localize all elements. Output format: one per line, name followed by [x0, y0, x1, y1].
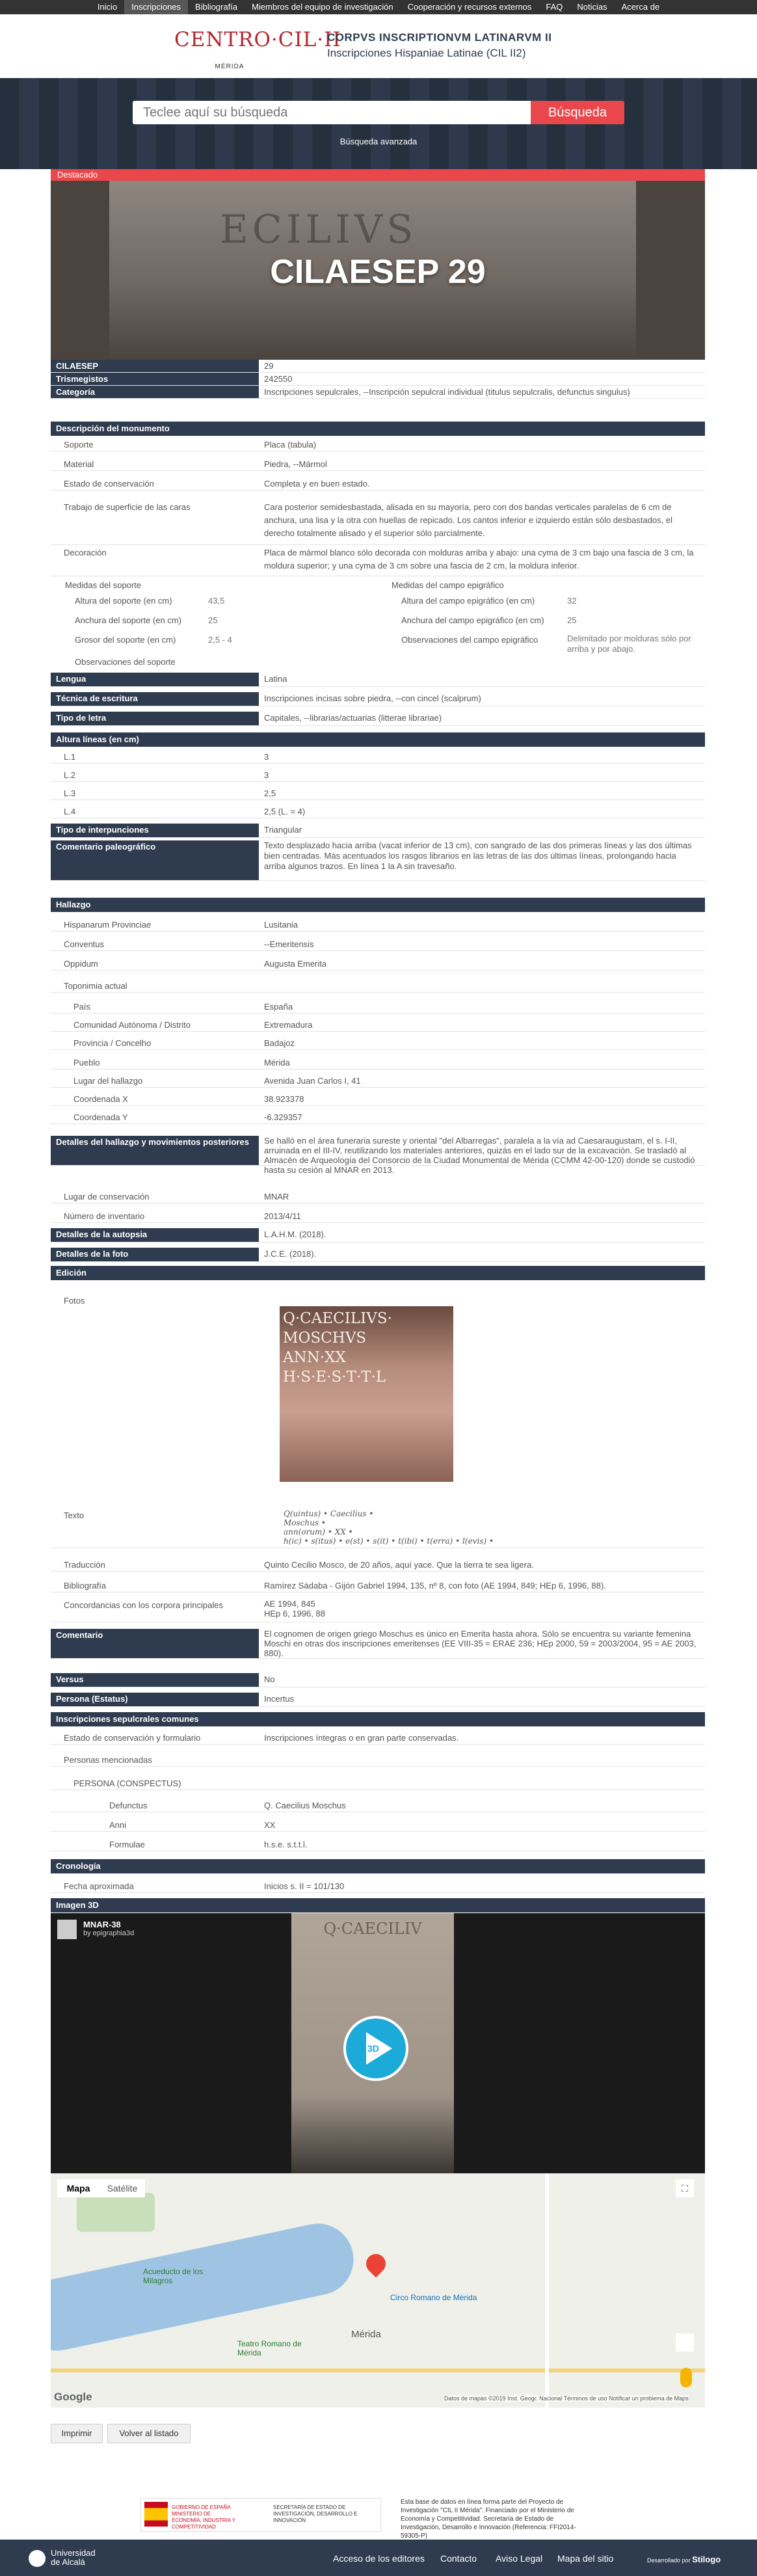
- map-credits[interactable]: Datos de mapas ©2019 Inst. Geogr. Nacional Términos de uso Notificar un problema de Maps: [444, 2395, 689, 2402]
- row-value: Inscripciones íntegras o en gran parte conservadas.: [264, 1733, 459, 1743]
- grosor-soporte-value: 2,5 - 4: [208, 635, 232, 645]
- viewer-model-name[interactable]: MNAR-38: [83, 1920, 121, 1929]
- section-title: Hallazgo: [56, 900, 91, 909]
- row-estado: [51, 477, 705, 490]
- row-oppidum: [51, 958, 705, 971]
- edition-line: Q(uintus) • Caecilius •: [284, 1509, 374, 1518]
- section-title: Inscripciones sepulcrales comunes: [56, 1714, 199, 1724]
- concordancia-ae: AE 1994, 845: [264, 1599, 315, 1609]
- banner-stone-letters: ECILIVS: [220, 207, 418, 252]
- row-anni: [51, 1819, 705, 1832]
- advanced-search-link[interactable]: Búsqueda avanzada: [339, 137, 418, 146]
- nav-noticias[interactable]: Noticias: [577, 2, 607, 12]
- section-edicion: [51, 1266, 705, 1280]
- row-conventus: [51, 938, 705, 951]
- row-value: 29: [264, 361, 274, 371]
- row-value: Inscripciones incisas sobre piedra, --con cincel (scalprum): [264, 693, 481, 703]
- row-label: Tipo de interpunciones: [51, 824, 259, 837]
- row-label: Persona (Estatus): [51, 1693, 259, 1706]
- photo-line: Q·CAECILIVS·: [283, 1310, 392, 1327]
- row-value: Texto desplazado hacia arriba (vacat inferior de 13 cm), con sangrado de las dos primeras líneas y las dos últimas bien centradas. Más acentuados los rasgos librarios en las letras de las dos últimas líneas, prolongando hacia arriba algunos trazos. En línea 1 la A sin travesaño.: [264, 840, 692, 871]
- row-value: --Emeritensis: [264, 939, 314, 949]
- row-label: Provincia / Concelho: [73, 1038, 152, 1048]
- altura-campo-label: Altura del campo epigráfico (en cm): [401, 596, 535, 606]
- map-place-circo[interactable]: Circo Romano de Mérida: [390, 2293, 477, 2302]
- row-label: Personas mencionadas: [64, 1755, 152, 1765]
- row-value: Placa de mármol blanco sólo decorada con molduras arriba y abajo: una cyma de 3 cm bajo una fascia de 3 cm, la moldura superior; y una cyma de 3 cm sobre una fascia de 2 cm, la moldura inferior.: [264, 548, 694, 570]
- row-tipo-letra: [51, 712, 705, 726]
- row-label: País: [73, 1002, 91, 1012]
- row-material: [51, 458, 705, 471]
- spain-coat-of-arms-icon: [144, 2502, 168, 2527]
- row-value: Completa y en buen estado.: [264, 479, 370, 489]
- edition-line: h(ic) • s(itus) • e(st) • s(it) • t(ibi) • t(erra) • l(evis) •: [284, 1536, 494, 1546]
- row-label: Tipo de letra: [51, 712, 259, 725]
- section-descripcion: [51, 422, 705, 436]
- nav-bibliografia[interactable]: Bibliografía: [195, 2, 238, 12]
- row-lugar-conservacion: [51, 1190, 705, 1203]
- medidas-campo-title: Medidas del campo epigráfico: [392, 580, 504, 590]
- row-decoracion: [51, 546, 705, 576]
- row-personas: [51, 1754, 705, 1767]
- row-versus: [51, 1673, 705, 1687]
- row-autopsia: [51, 1228, 705, 1242]
- row-persona-conspectus: [51, 1777, 705, 1790]
- row-label: CILAESEP: [51, 360, 259, 372]
- map-road: [545, 2173, 549, 2408]
- row-value: Placa (tabula): [264, 440, 317, 449]
- row-label: Comentario: [51, 1629, 259, 1658]
- anchura-soporte-label: Anchura del soporte (en cm): [75, 615, 182, 625]
- row-label: Técnica de escritura: [51, 692, 259, 706]
- row-trismegistos: [51, 373, 705, 386]
- row-value: Avenida Juan Carlos I, 41: [264, 1076, 361, 1086]
- map-park: [77, 2193, 155, 2232]
- brand-subtitle: Inscripciones Hispaniae Latinae (CIL II2): [327, 47, 526, 59]
- row-pais: [51, 1000, 705, 1013]
- featured-label: Destacado: [51, 169, 705, 181]
- row-label: Lugar del hallazgo: [73, 1076, 143, 1086]
- google-logo: Google: [54, 2391, 92, 2403]
- row-label: Texto: [64, 1510, 85, 1520]
- row-value: 2,5 (L. = 4): [264, 807, 306, 816]
- row-label: L.3: [64, 788, 76, 798]
- obs-campo-value: Delimitado por molduras sólo por arriba y por abajo.: [567, 634, 691, 654]
- row-value: XX: [264, 1820, 276, 1830]
- viewer-3d[interactable]: [51, 1913, 705, 2173]
- row-value: Lusitania: [264, 920, 299, 930]
- row-value: Q. Caecilius Moschus: [264, 1801, 346, 1810]
- edition-line: ann(orum) • XX •: [284, 1527, 353, 1536]
- row-provincia: [51, 1037, 705, 1050]
- row-fotos: [51, 1295, 705, 1308]
- search-input[interactable]: [133, 101, 531, 124]
- row-l4: [51, 805, 705, 818]
- section-sepulcrales: [51, 1712, 705, 1726]
- row-value: Incertus: [264, 1694, 295, 1704]
- row-label: Decoración: [64, 548, 107, 557]
- row-label: Anni: [109, 1820, 127, 1830]
- row-value: Mérida: [264, 1058, 290, 1067]
- row-label: Bibliografía: [64, 1581, 107, 1590]
- location-map[interactable]: [51, 2173, 705, 2408]
- row-value: Triangular: [264, 825, 302, 835]
- uah-logo-icon[interactable]: [29, 2550, 46, 2567]
- row-l2: [51, 769, 705, 782]
- map-tab-mapa[interactable]: Mapa: [57, 2179, 100, 2197]
- row-label: Comunidad Autónoma / Distrito: [73, 1020, 191, 1030]
- edition-line: Moschus •: [284, 1518, 326, 1527]
- inscription-banner: [51, 181, 705, 360]
- row-toponimia: [51, 980, 705, 993]
- anchura-campo-label: Anchura del campo epigráfico (en cm): [401, 615, 544, 625]
- uah-name[interactable]: Universidad de Alcalá: [51, 2548, 96, 2567]
- section-title: Imagen 3D: [56, 1900, 99, 1910]
- viewer-author[interactable]: by epigraphia3d: [83, 1929, 135, 1937]
- row-label: Coordenada Y: [73, 1112, 128, 1122]
- row-label: L.2: [64, 770, 76, 780]
- altura-soporte-value: 43,5: [208, 596, 225, 606]
- brand-title: CORPVS INSCRIPTIONVM LATINARVM II: [327, 31, 552, 44]
- row-value: L.A.H.M. (2018).: [264, 1229, 326, 1239]
- row-label: Comentario paleográfico: [51, 840, 259, 880]
- play-3d-label: 3D: [367, 2043, 379, 2054]
- section-cronologia: [51, 1859, 705, 1873]
- row-label: Detalles de la autopsia: [51, 1228, 259, 1242]
- map-zoom-control[interactable]: [676, 2333, 694, 2352]
- row-value: 38.923378: [264, 1094, 304, 1104]
- row-label: Concordancias con los corpora principales: [64, 1600, 223, 1610]
- row-persona-estatus: [51, 1693, 705, 1707]
- row-foto: [51, 1248, 705, 1262]
- row-value: 2013/4/11: [264, 1211, 301, 1221]
- row-l1: [51, 751, 705, 764]
- anchura-soporte-value: 25: [208, 615, 218, 625]
- row-label: Versus: [51, 1673, 259, 1687]
- site-logo-city: MÉRIDA: [215, 63, 245, 70]
- inscription-photo-text: [283, 1309, 453, 1387]
- row-defunctus: [51, 1799, 705, 1812]
- altura-campo-value: 32: [567, 596, 577, 606]
- row-value: h.s.e. s.t.t.l.: [264, 1840, 308, 1849]
- section-hallazgo: [51, 898, 705, 912]
- row-value: Cara posterior semidesbastada, alisada en su mayoría, pero con dos bandas verticales paralelas de 6 cm de anchura, una lisa y la otra con huellas de repicado. Los cantos inferior e izquierdo están sólo desbastados, el derecho totalmente alisado y el superior sólo parcialmente.: [264, 502, 672, 538]
- row-label: L.4: [64, 807, 76, 816]
- row-value: Extremadura: [264, 1020, 313, 1030]
- altura-soporte-label: Altura del soporte (en cm): [75, 596, 172, 606]
- row-inventario: [51, 1210, 705, 1223]
- row-label: Conventus: [64, 939, 105, 949]
- row-label: Coordenada X: [73, 1094, 128, 1104]
- footer-link-editores[interactable]: Acceso de los editores: [333, 2553, 425, 2564]
- footer-link-contacto[interactable]: Contacto: [440, 2553, 477, 2564]
- row-label: Estado de conservación: [64, 479, 154, 489]
- secretaria-name: SECRETARÍA DE ESTADO DE INVESTIGACIÓN, DESARROLLO E INNOVACIÓN: [273, 2504, 358, 2523]
- section-imagen3d: [51, 1898, 705, 1912]
- row-label: Defunctus: [109, 1801, 148, 1810]
- row-lengua: [51, 673, 705, 687]
- row-value: Quinto Cecilio Mosco, de 20 años, aquí yace. Que la tierra te sea ligera.: [264, 1560, 534, 1570]
- row-detalles-hallazgo: [51, 1136, 705, 1175]
- row-hisp: [51, 919, 705, 932]
- concordancia-hep: HEp 6, 1996, 88: [264, 1609, 325, 1618]
- row-value: Capitales, --librarias/actuarias (litterae librariae): [264, 713, 442, 723]
- footer-link-mapa[interactable]: Mapa del sitio: [557, 2553, 614, 2564]
- row-value: Badajoz: [264, 1038, 295, 1048]
- map-river: [51, 2217, 360, 2357]
- row-coordx: [51, 1093, 705, 1106]
- row-formulae: [51, 1838, 705, 1851]
- row-value: Se halló en el área funeraria sureste y oriental "del Albarregas", paralela a la vía ad Caesaraugustam, el s. I-II, arruinada en el III-IV, reutilizando los materiales anteriores, quizás en el lado sur de la excavación. Se trasladó al Almacén de Arqueología del Consorcio de la Ciudad Monumental de Mérida (CCMM 42-00-120) donde se custodió hasta su cesión al MNAR en 2013.: [264, 1136, 695, 1175]
- back-to-list-button[interactable]: Volver al listado: [107, 2424, 191, 2443]
- top-navigation: [0, 0, 757, 14]
- fullscreen-icon[interactable]: ⛶: [676, 2179, 694, 2197]
- row-label: Estado de conservación y formulario: [64, 1733, 201, 1743]
- search-button[interactable]: Búsqueda: [531, 101, 624, 124]
- row-label: L.1: [64, 752, 76, 762]
- footer-link-aviso[interactable]: Aviso Legal: [496, 2553, 543, 2564]
- viewer-stone-text: Q·CAECILIV: [323, 1920, 422, 1938]
- map-tab-satelite[interactable]: Satélite: [100, 2179, 145, 2197]
- row-value: J.C.E. (2018).: [264, 1249, 317, 1259]
- row-label: Lengua: [51, 673, 259, 686]
- row-value: -6.329357: [264, 1112, 302, 1122]
- row-label: Formulae: [109, 1840, 145, 1849]
- row-l3: [51, 787, 705, 800]
- row-label: Fecha aproximada: [64, 1881, 134, 1891]
- row-value: [264, 1599, 700, 1618]
- row-value: Latina: [264, 674, 287, 684]
- section-title: Cronología: [56, 1861, 101, 1871]
- row-value: El cognomen de origen griego Moschus es único en Emerita hasta ahora. Sólo se encuentra su variante femenina Moschi en otras dos inscripciones emeritenses (EE VIII-35 = ERAE 236; HEp 2000, 59 = 2003/2004, 95 = AE 2003, 880).: [264, 1629, 697, 1658]
- nav-inscripciones[interactable]: Inscripciones: [124, 0, 188, 14]
- row-label: Traducción: [64, 1560, 105, 1570]
- row-value: MNAR: [264, 1192, 289, 1201]
- nav-cooperacion[interactable]: Cooperación y recursos externos: [407, 2, 532, 12]
- row-label: Oppidum: [64, 959, 98, 969]
- row-trabajo: [51, 501, 705, 545]
- row-tecnica: [51, 692, 705, 706]
- obs-campo-label: Observaciones del campo epigráfico: [401, 635, 538, 645]
- developer-credit[interactable]: [647, 2555, 721, 2564]
- row-label: Toponimia actual: [64, 981, 127, 991]
- row-value: España: [264, 1002, 293, 1012]
- row-value: 3: [264, 752, 269, 762]
- section-altura-lineas: [51, 732, 705, 747]
- map-city-label: Mérida: [351, 2329, 381, 2340]
- inscription-title: CILAESEP 29: [270, 253, 486, 291]
- row-label: Lugar de conservación: [64, 1192, 150, 1201]
- print-button[interactable]: Imprimir: [51, 2424, 103, 2443]
- row-interpunciones: [51, 824, 705, 838]
- row-comentario: [51, 1629, 705, 1659]
- medidas-soporte-title: Medidas del soporte: [65, 580, 142, 590]
- row-lugar-hallazgo: [51, 1075, 705, 1088]
- section-title: Descripción del monumento: [56, 423, 170, 433]
- row-value: Augusta Emerita: [264, 959, 327, 969]
- row-label: Detalles del hallazgo y movimientos posteriores: [51, 1136, 259, 1165]
- row-value: 3: [264, 770, 269, 780]
- map-road: [51, 2368, 705, 2372]
- section-title: Altura líneas (en cm): [56, 734, 139, 744]
- section-title: Edición: [56, 1268, 86, 1278]
- row-value[interactable]: 242550: [264, 374, 293, 384]
- row-value: Inscripciones sepulcrales, --Inscripción sepulcral individual (titulus sepulcralis, defunctus singulus): [264, 387, 630, 397]
- photo-line: ANN·XX: [283, 1349, 346, 1366]
- row-traduccion: [51, 1559, 705, 1572]
- ministry-name: GOBIERNO DE ESPAÑA MINISTERIO DE ECONOMÍA, INDUSTRIA Y COMPETITIVIDAD: [172, 2504, 235, 2530]
- site-logo[interactable]: CENTRO·CIL·II: [174, 28, 341, 51]
- row-cilaesep: [51, 360, 705, 373]
- row-label: Hispanarum Provinciae: [64, 920, 152, 930]
- row-estado-formulario: [51, 1732, 705, 1745]
- row-bibliografia: [51, 1579, 705, 1592]
- row-coordy: [51, 1111, 705, 1124]
- row-label: Trabajo de superficie de las caras: [64, 502, 191, 512]
- map-place-acueducto[interactable]: Acueducto de los Milagros: [143, 2267, 204, 2285]
- developer-label: Desarrollado por: [647, 2557, 691, 2564]
- brand-bar: [0, 14, 757, 78]
- row-value: Inicios s. II = 101/130: [264, 1881, 345, 1891]
- row-label: Detalles de la foto: [51, 1248, 259, 1261]
- row-label: Número de inventario: [64, 1211, 145, 1221]
- row-label: Material: [64, 459, 94, 469]
- photo-line: H·S·E·S·T·T·L: [283, 1369, 386, 1386]
- nav-acerca[interactable]: Acerca de: [621, 2, 660, 12]
- obs-soporte-label: Observaciones del soporte: [75, 657, 176, 667]
- nav-miembros[interactable]: Miembros del equipo de investigación: [252, 2, 393, 12]
- row-value: 2,5: [264, 788, 276, 798]
- row-value: No: [264, 1674, 275, 1684]
- grosor-soporte-label: Grosor del soporte (en cm): [75, 635, 176, 645]
- nav-faq[interactable]: FAQ: [546, 2, 563, 12]
- row-comunidad: [51, 1019, 705, 1032]
- photo-line: MOSCHVS: [283, 1330, 367, 1347]
- nav-inicio[interactable]: Inicio: [97, 2, 118, 12]
- sketchfab-logo-icon[interactable]: [57, 1920, 77, 1939]
- row-label: PERSONA (CONSPECTUS): [73, 1778, 181, 1788]
- funding-text: Esta base de datos en línea forma parte del Proyecto de Investigación "CIL II Mérida". Financiado por el Ministerio de Economía y Competitividad. Secretaría de Estado de Investigación, Desarrollo e Innovación (Referencia: FFI2014-59305-P): [401, 2499, 576, 2540]
- row-pueblo: [51, 1056, 705, 1069]
- row-categoria: [51, 386, 705, 399]
- map-place-teatro[interactable]: Teatro Romano de Mérida: [237, 2339, 302, 2357]
- row-soporte: [51, 438, 705, 451]
- row-label: Soporte: [64, 440, 94, 449]
- row-fecha: [51, 1880, 705, 1893]
- row-label: Trismegistos: [51, 373, 259, 385]
- row-label: Pueblo: [73, 1058, 100, 1067]
- row-concordancias: [51, 1599, 705, 1622]
- developer-name: Stilogo: [692, 2555, 721, 2564]
- row-label: Categoría: [51, 386, 259, 398]
- pegman-icon[interactable]: [680, 2368, 692, 2387]
- row-value: Ramírez Sádaba - Gijón Gabriel 1994, 135, nº 8, con foto (AE 1994, 849; HEp 6, 1996, 88).: [264, 1581, 606, 1590]
- row-label: Fotos: [64, 1296, 85, 1306]
- row-value: Piedra, --Mármol: [264, 459, 327, 469]
- row-paleografico: [51, 840, 705, 881]
- anchura-campo-value: 25: [567, 615, 577, 625]
